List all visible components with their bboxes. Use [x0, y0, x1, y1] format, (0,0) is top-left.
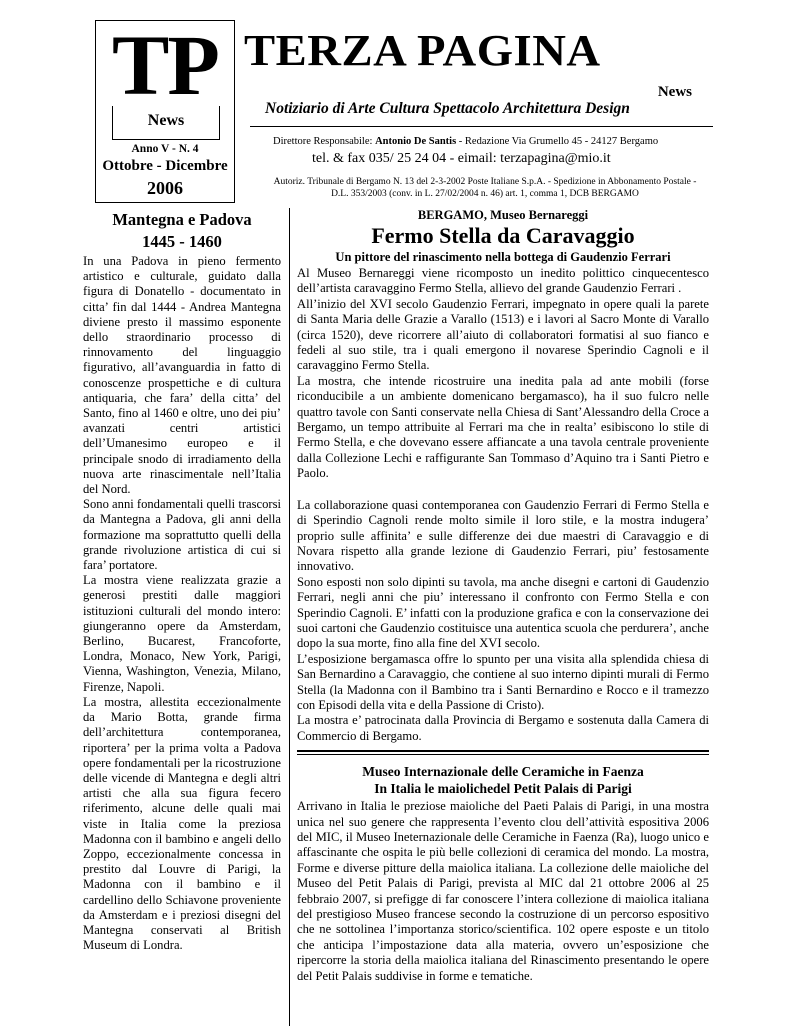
right-column — [297, 208, 709, 984]
authorization-line-1: Autoriz. Tribunale di Bergamo N. 13 del 2-3-2002 Poste Italiane S.p.A. - Spedizione in Abbonamento Postale - — [273, 177, 697, 187]
paragraph-gap — [297, 482, 709, 498]
logo-news-label: News — [147, 112, 185, 129]
authorization-note — [252, 176, 718, 200]
column-divider — [289, 208, 290, 1026]
editor-name: Antonio De Santis — [375, 136, 457, 147]
contact-line: tel. & fax 035/ 25 24 04 - eimail: terzapagina@mio.it — [312, 151, 611, 166]
editor-line — [273, 136, 658, 147]
second-article-headline: Museo Internazionale delle Ceramiche in Faenza — [362, 764, 644, 780]
masthead-divider — [250, 126, 713, 127]
article-body — [297, 266, 709, 744]
editor-label: Direttore Responsabile: — [273, 136, 373, 147]
editorial-address: - Redazione Via Grumello 45 - 24127 Bergamo — [458, 136, 659, 147]
paragraph: La mostra, che intende ricostruire una inedita pala ad ante mobili (forse riconducibile a un ambiente domenicano bergamasco), ha il suo fulcro nelle quattro tavole con Santi conservate nella Chiesa di Sant’Alessandro della Croce a Bergamo, un tempo attribuite al Ferrari ma che in realta’ esibiscono lo stile di Fermo Stella, e che dovevano essere affiancate a una tavola centrale proveniente dalla Collezione Lechi e raffigurante San Tommaso d’Aquino tra i Santi Pietro e Paolo. — [297, 373, 709, 481]
newspaper-title: TERZA PAGINA — [244, 26, 601, 75]
issue-number: Anno V - N. 4 — [131, 143, 199, 155]
paragraph: La mostra e’ patrocinata dalla Provincia di Bergamo e sostenuta dalla Camera di Commercio di Bergamo. — [297, 713, 709, 743]
newspaper-subtitle: Notiziario di Arte Cultura Spettacolo Architettura Design — [265, 100, 630, 117]
left-article-title: Mantegna e Padova — [112, 210, 252, 229]
issue-period: Ottobre - Dicembre — [102, 158, 228, 174]
paragraph: In una Padova in pieno fermento artistico e culturale, guidato dalla figura di Donatello - documentato in citta’ fin dal 1444 - Andrea Mantegna diviene presto il massimo esponente dello straordinario processo di rinnovamento del linguaggio figurativo, all’avanguardia in fatto di conoscenze prospettiche e di cultura antiquaria, che fara’ della citta’ del Santo, fino al 1460 e oltre, uno dei piu’ avanzati centri artistici dell’Umanesimo europeo e il principale snodo di irradiamento della nuova arte rinascimentale nell’Italia del Nord. — [83, 254, 281, 497]
article-kicker: BERGAMO, Museo Bernareggi — [417, 208, 589, 222]
left-article-body — [83, 254, 281, 953]
second-article-subheadline: In Italia le maiolichedel Petit Palais di Parigi — [374, 781, 632, 797]
masthead-logo: TP — [112, 17, 218, 113]
paragraph: La collaborazione quasi contemporanea con Gaudenzio Ferrari di Fermo Stella e di Sperindio Cagnoli rende molto simile il loro stile, e la mostra indugera’ proprio sulle affinita’ e sulle differenze dei due maestri di Caravaggio e di Novara rispetto alla grande lezione di Gaudenzio Ferrari, piu’ festosamente innovativo. — [297, 497, 709, 574]
paragraph: Arrivano in Italia le preziose maioliche del Paeti Palais di Parigi, in una mostra unica nel suo genere che rappresenta l’evento clou dell’attività espositiva 2006 del MIC, il Museo Ineternazionale delle Ceramiche in Faenza (Ra), luogo unico e affascinante che ospita le più belle collezioni di ceramica del mondo. La mostra, Forme e diverse pitture della maiolica italiana. La collezione delle maioliche del Museo del Petit Palais di Parigi, prevista al MIC dal 21 ottobre 2006 al 25 febbraio 2007, si prefigge di far conoscere l’intera collezione di maiolica italiana del prestigioso Museo francese secondo la costruzione di un percorso espositivo che ne sottolinea l’importanza storico/scientifica. 102 opere esposte e un titolo che anticipa l’impostazione data alla materia, ovvero un’esposizione che ripercorre la storia della maiolica italiana del Rinascimento presentando le opere del Petit Palais suddivise in forme e tematiche. — [297, 799, 709, 983]
authorization-line-2: D.L. 353/2003 (conv. in L. 27/02/2004 n. 46) art. 1, comma 1, DCB BERGAMO — [331, 189, 639, 199]
paragraph: Sono esposti non solo dipinti su tavola, ma anche disegni e cartoni di Gaudenzio Ferrari, negli anni che piu’ interessano il confronto con Fermo Stella e con Sperindio Cagnoli. E’ infatti con la produzione grafica e con la conservazione dei suoi cartoni che Gaudenzio costituisce una autentica scuola che perdurera’, anche dopo la sua morte, fino alla fine del XVI secolo. — [297, 574, 709, 651]
paragraph: La mostra, allestita eccezionalmente da Mario Botta, grande firma dell’architettura contemporanea, riportera’ per la prima volta a Padova opere fondamentali per la ricostruzione delle vicende di Mantegna e degli altri artisti che alla sua figura fecero riferimento, alcune delle quali mai viste in Italia come la preziosa Madonna con il bambino e angeli dello Zoppo, eccezionalmente concessa in prestito dal Louvre di Parigi, la Madonna con il bambino e il cardellino dello Schiavone proveniente da Amsterdam e i preziosi disegni del Mantegna conservati al British Museum di Londra. — [83, 694, 281, 953]
article-headline: Fermo Stella da Caravaggio — [371, 223, 635, 248]
section-divider — [297, 750, 709, 755]
issue-year: 2006 — [147, 178, 183, 198]
paragraph: Al Museo Bernareggi viene ricomposto un inedito polittico cinquecentesco dell’artista caravaggino Fermo Stella, allievo del grande Gaudenzio Ferrari . — [297, 266, 709, 296]
left-article — [83, 210, 281, 953]
paragraph: La mostra viene realizzata grazie a generosi prestiti dalle maggiori istituzioni culturali del mondo intero: giungeranno opere da Amsterdam, Berlino, Bucarest, Francoforte, Londra, Monaco, New York, Parigi, Vienna, Washington, Venezia, Milano, Firenze, Napoli. — [83, 573, 281, 694]
news-tag: News — [657, 84, 692, 100]
paragraph: L’esposizione bergamasca offre lo spunto per una visita alla splendida chiesa di San Bernardino a Caravaggio, che contiene al suo interno dipinti murali di Fermo Stella (la Madonna con il Bambino tra i Santi Bernardino e Rocco e il tramezzo con Episodi della vita e della Passione di Cristo). — [297, 651, 709, 712]
article-subheadline: Un pittore del rinascimento nella bottega di Gaudenzio Ferrari — [335, 250, 671, 264]
left-article-dates: 1445 - 1460 — [142, 232, 222, 251]
second-article-body — [297, 799, 709, 984]
paragraph: Sono anni fondamentali quelli trascorsi da Mantegna a Padova, gli anni della formazione ma soprattutto quelli della grande rivoluzione artistica di cui si fara’ portatore. — [83, 497, 281, 573]
paragraph: All’inizio del XVI secolo Gaudenzio Ferrari, impegnato in opere quali la parete di Santa Maria delle Grazie a Varallo (1513) e i lavori al Sacro Monte di Varallo (circa 1520), deve ricorrere all’aiuto di collaboratori formatisi al suo fianco e fedeli al suo stile, tra i quali emergono il novarese Sperindio Cagnoli e il caravaggino Fermo Stella. — [297, 296, 709, 373]
